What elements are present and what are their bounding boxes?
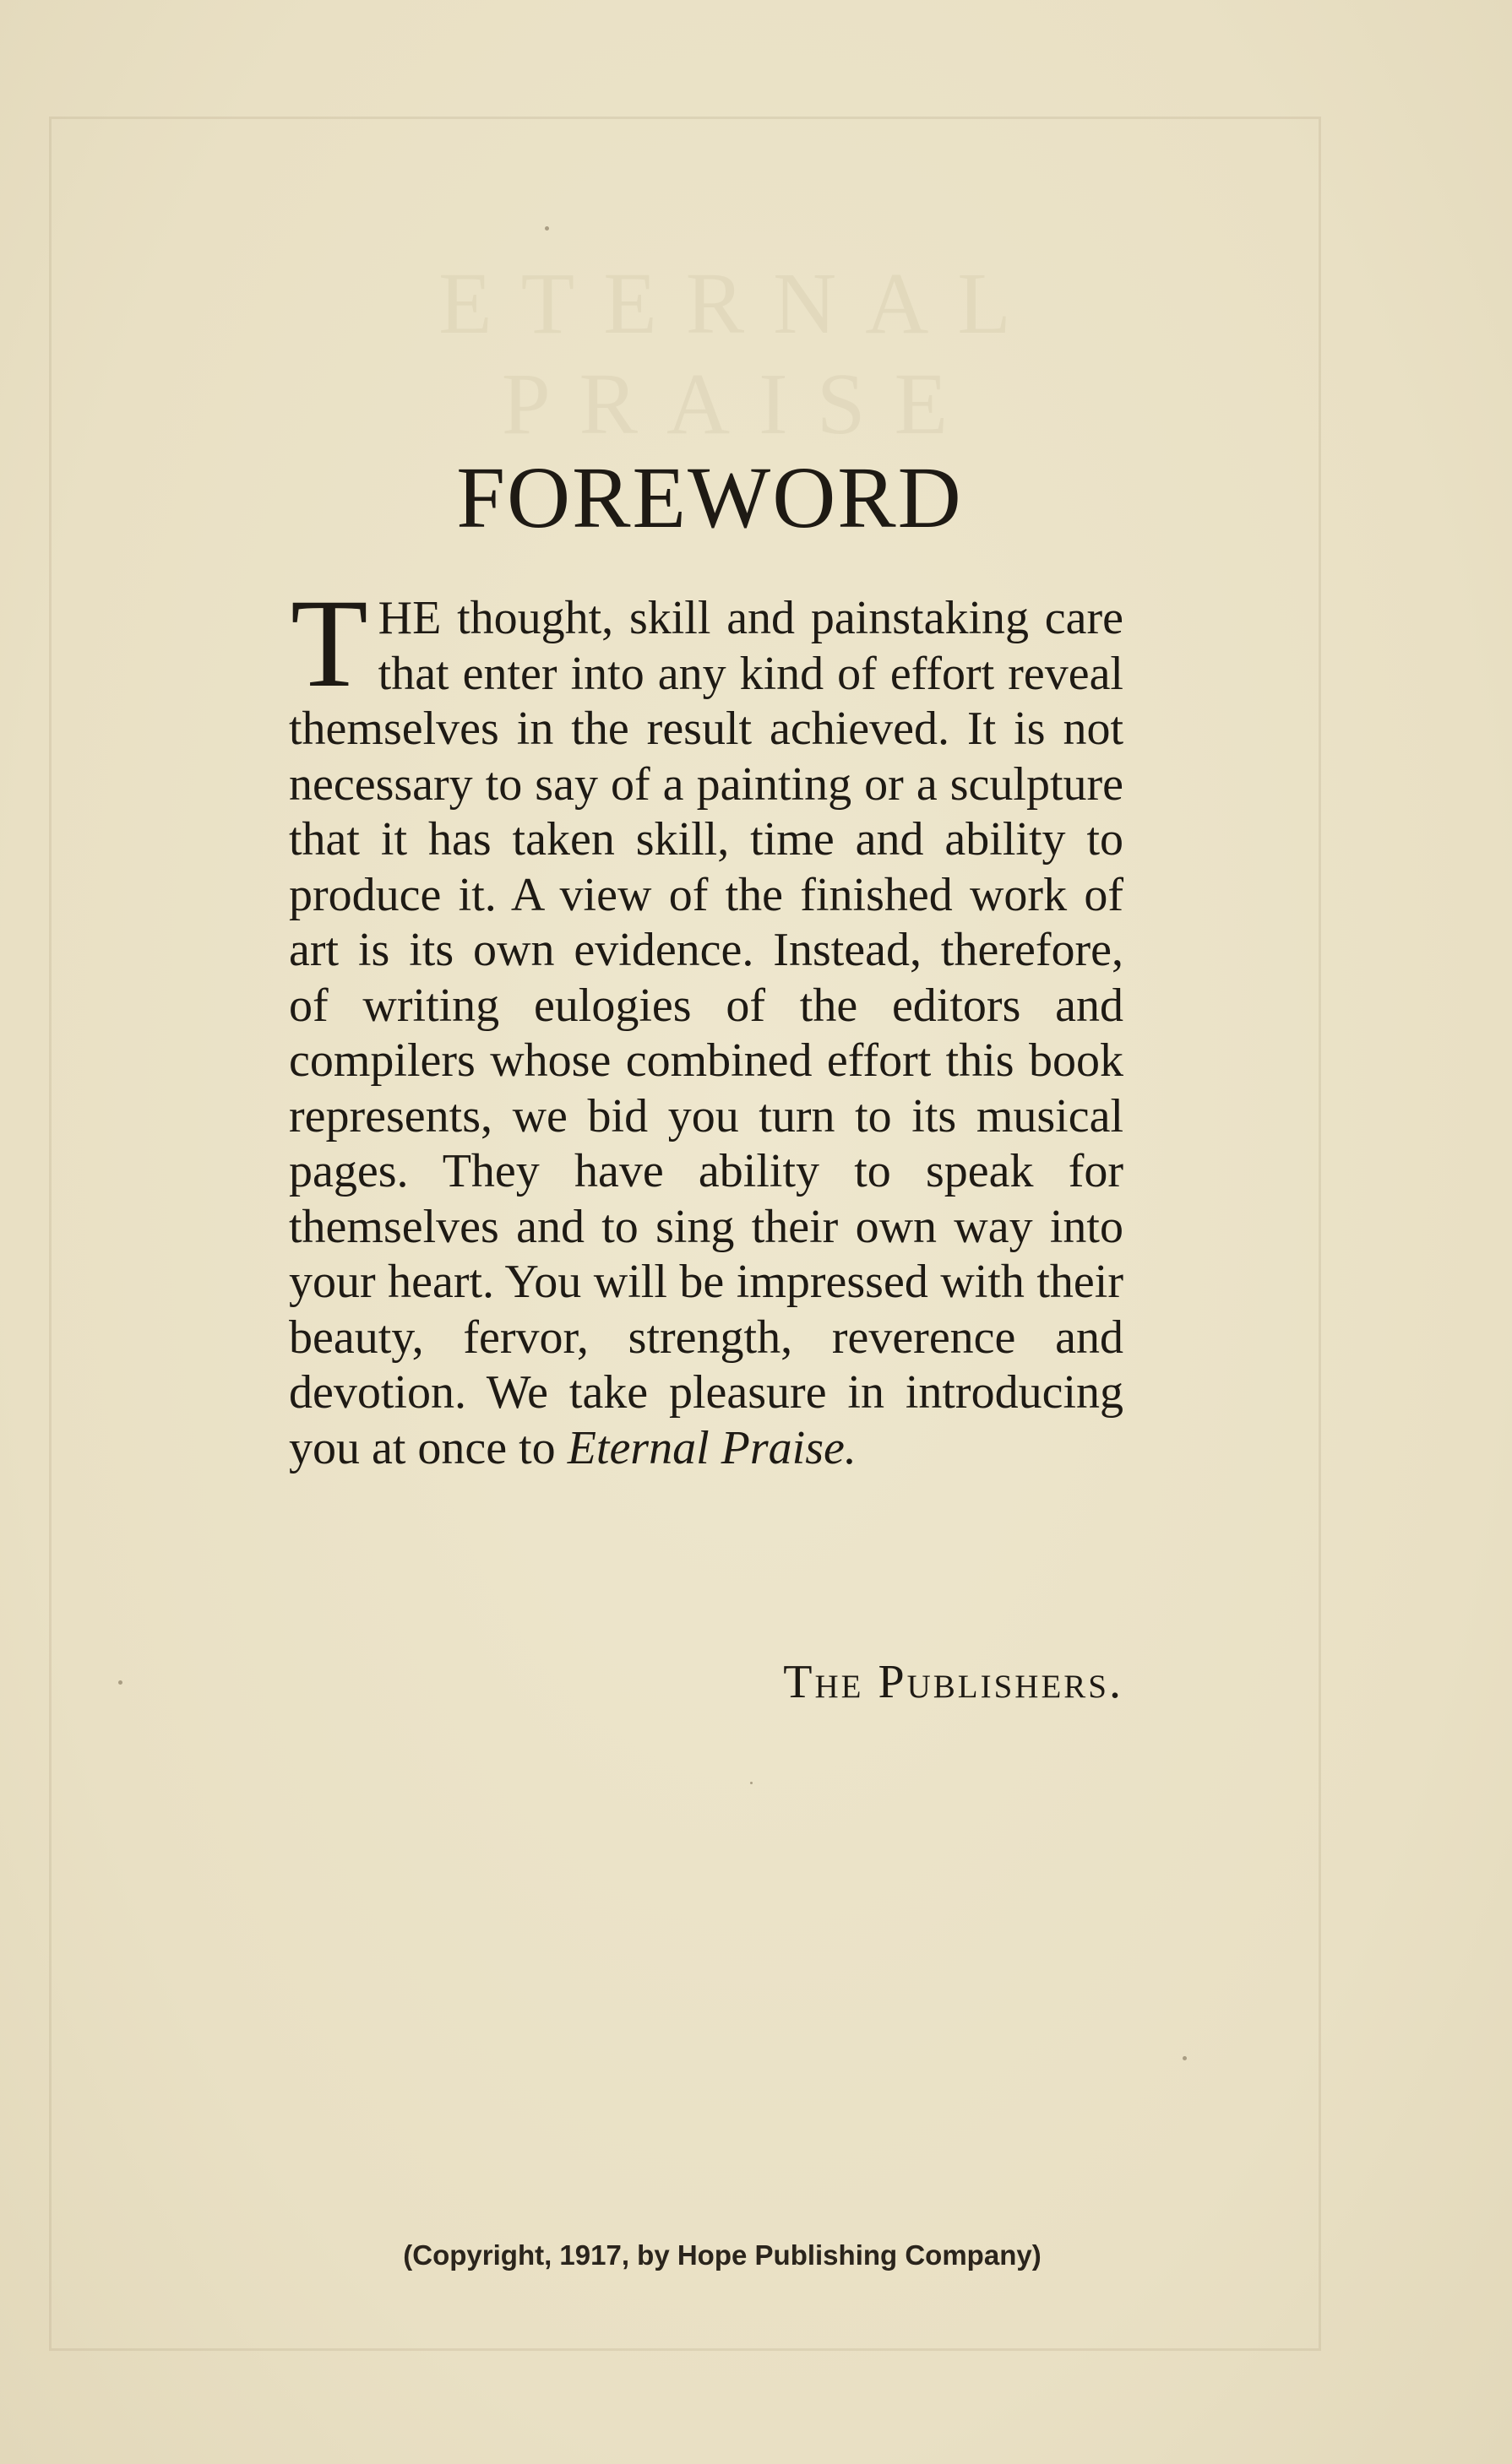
copyright-notice: (Copyright, 1917, by Hope Publishing Company) xyxy=(403,2239,1042,2271)
drop-cap: T xyxy=(291,573,368,714)
foreword-paragraph xyxy=(289,573,1123,1476)
paper-speck xyxy=(118,1680,122,1685)
paper-speck xyxy=(1183,2056,1187,2060)
show-through-text: ETERNAL PRAISE xyxy=(438,255,1040,453)
foreword-body: thought, skill and painstaking care that enter into any kind of effort reveal themselves in the result achieved. It is not necessary to say of a painting or a sculpture that it has taken skill, time and ability to produce it. A view of the finished work of art is its own evidence. Instead, therefore, of writing eulogies of the editors and compilers whose combined effort this book represents, we bid you turn to its musical pages. They have ability to speak for themselves and to sing their own way into your heart. You will be impressed with their beauty, fervor, strength, reverence and devotion. We take pleasure in introducing you at once to xyxy=(289,592,1123,1474)
paper-speck xyxy=(545,226,549,231)
paper-speck xyxy=(750,1782,753,1784)
page-title: FOREWORD xyxy=(456,449,963,546)
signature: The Publishers. xyxy=(783,1656,1123,1708)
lead-word: HE xyxy=(378,592,442,644)
book-title: Eternal Praise. xyxy=(567,1421,857,1474)
